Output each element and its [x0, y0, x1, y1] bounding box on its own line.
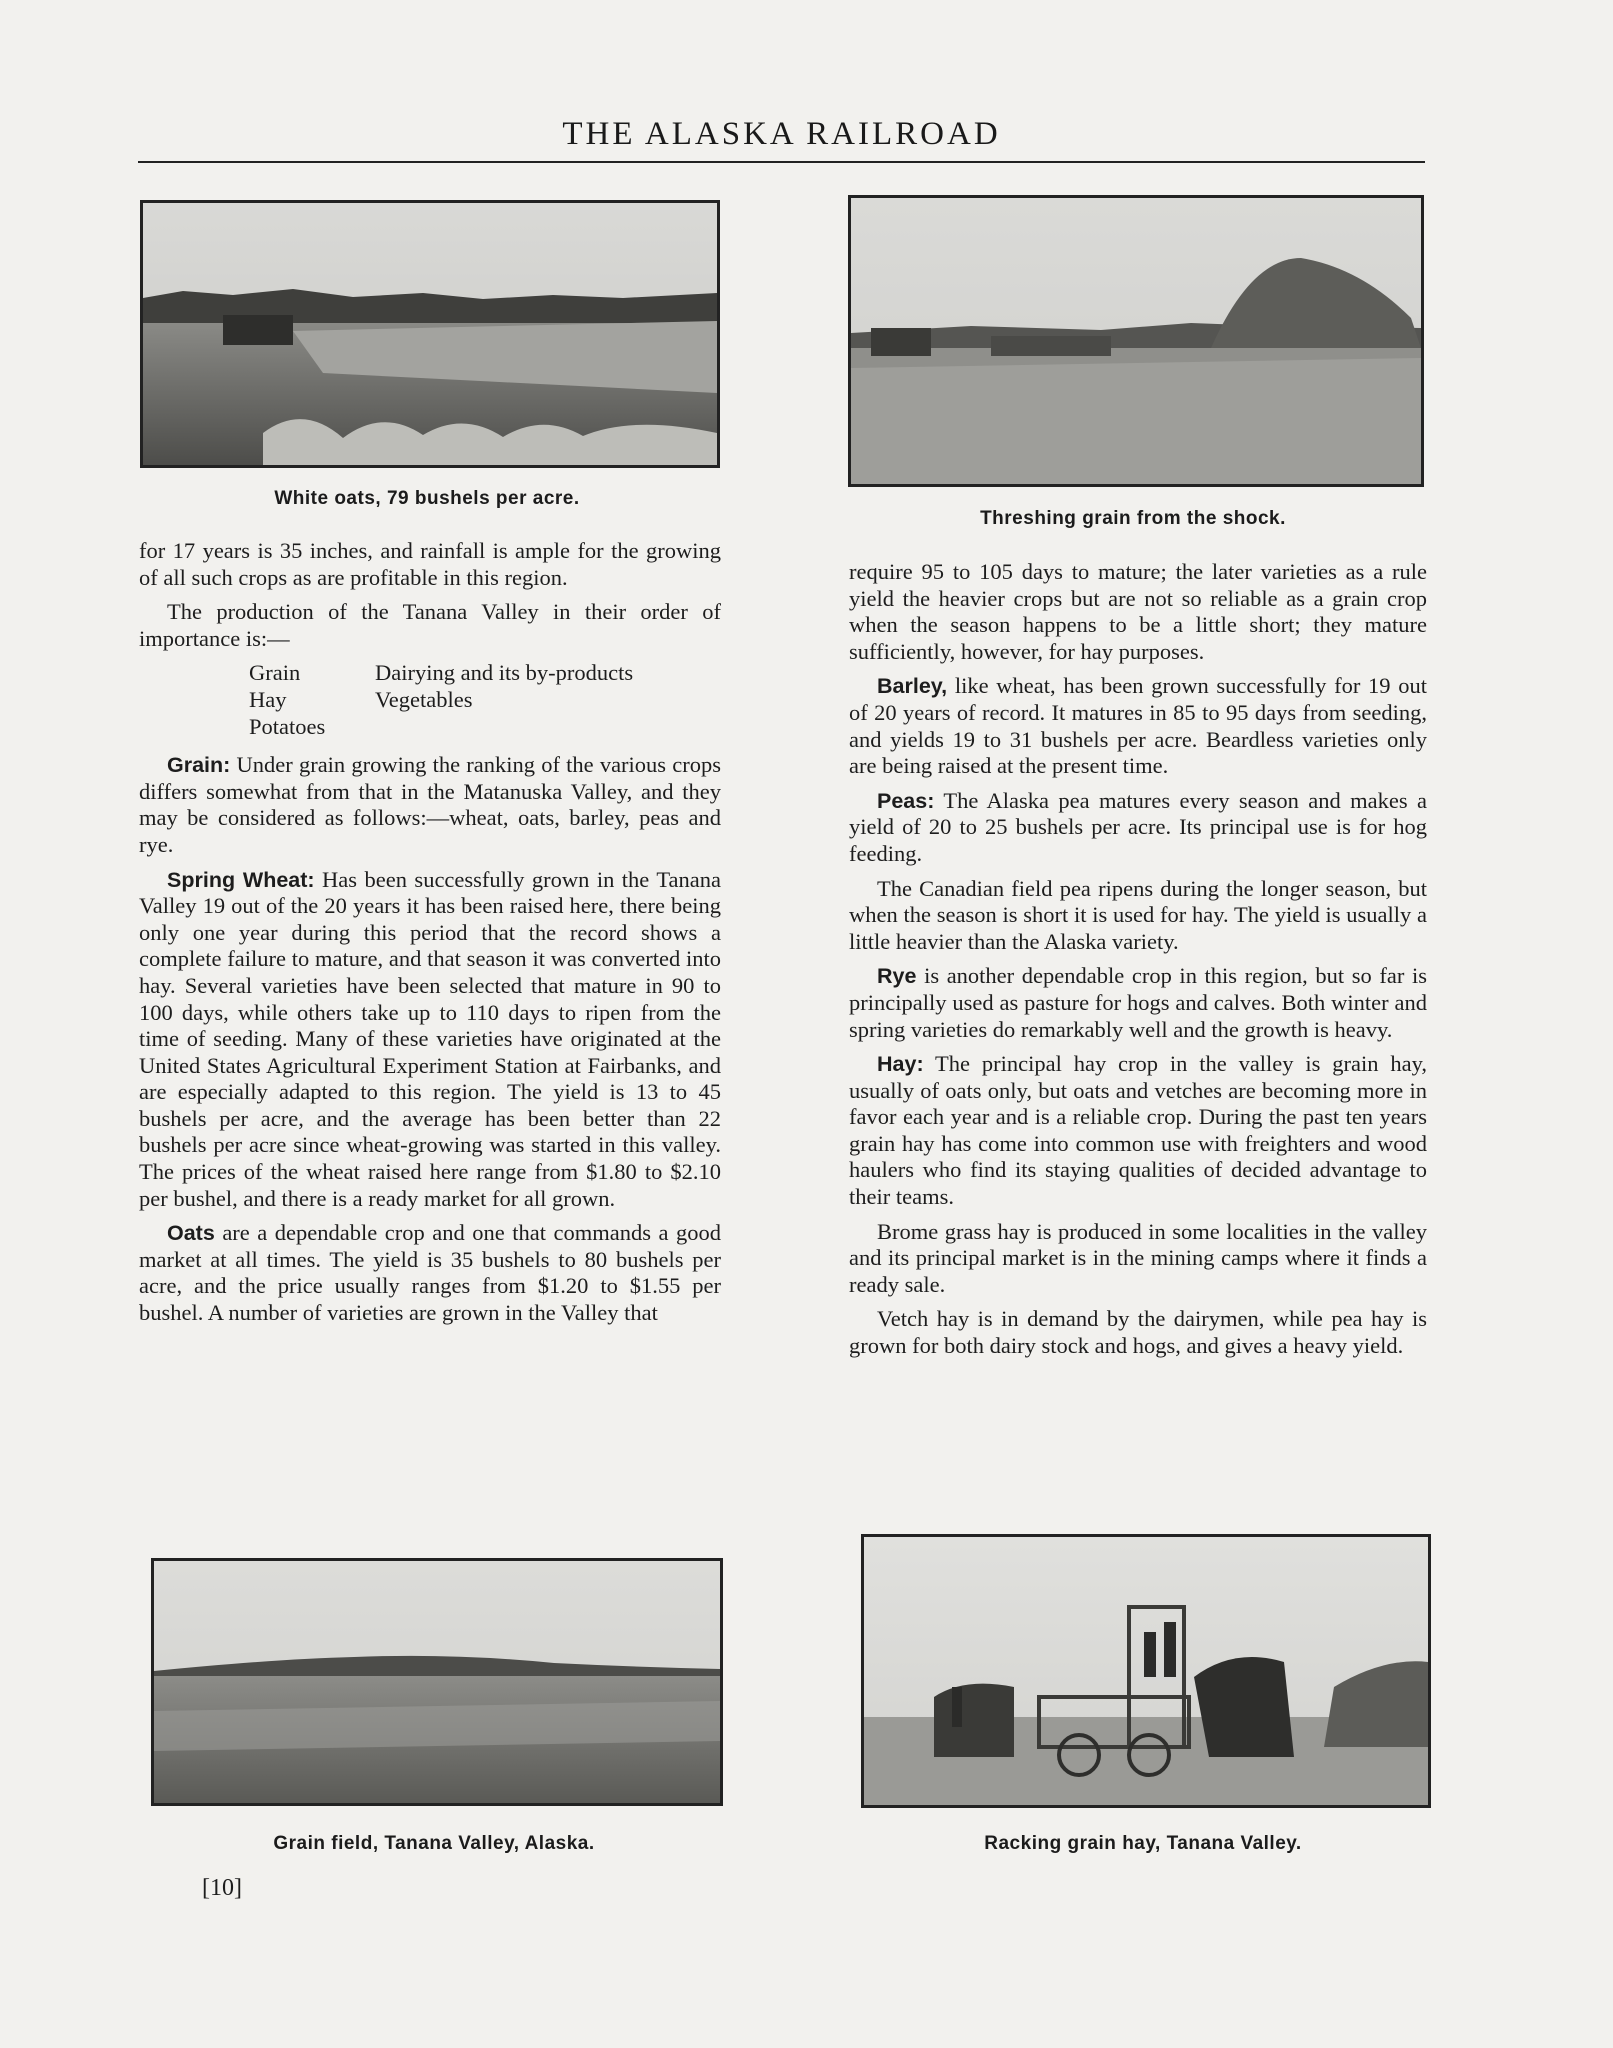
caption-racking-hay: Racking grain hay, Tanana Valley.: [984, 1833, 1302, 1854]
hay-paragraph: [849, 1051, 1427, 1211]
photo-threshing: [848, 195, 1424, 487]
grain-heading: Grain:: [167, 753, 231, 778]
page-number: [10]: [202, 1875, 242, 1901]
peas-paragraph: [849, 788, 1427, 868]
left-column: [139, 538, 721, 1335]
vetch-paragraph: Vetch hay is in demand by the dairymen, while pea hay is grown for both dairy stock and hogs, and gives a heavy yield.: [849, 1306, 1427, 1359]
spring-wheat-paragraph: [139, 867, 721, 1213]
right-paragraph-1: require 95 to 105 days to mature; the later varieties as a rule yield the heavier crops but are not so reliable as a grain crop when the season happens to be a little short; they mature sufficiently, however, for hay purposes.: [849, 559, 1427, 664]
crop-order-list: [249, 660, 721, 740]
barley-paragraph: [849, 673, 1427, 779]
caption-threshing: Threshing grain from the shock.: [980, 508, 1286, 529]
crop-item: Grain: [249, 660, 301, 686]
barley-text: like wheat, has been grown successfully for 19 out of 20 years of record. It matures in 85 to 95 days from seeding, and yields 19 to 31 bushels per acre. Beardless varieties only are being raised at the present time.: [849, 673, 1427, 779]
right-column: [849, 559, 1427, 1368]
brome-paragraph: Brome grass hay is produced in some localities in the valley and its principal market is in the mining camps where it finds a ready sale.: [849, 1218, 1427, 1297]
peas-heading: Peas:: [877, 788, 935, 813]
grain-paragraph: [139, 752, 721, 858]
crop-item: Dairying and its by-products: [375, 660, 634, 686]
rye-heading: Rye: [877, 964, 917, 989]
photo-racking-hay: [861, 1534, 1431, 1808]
canadian-pea-paragraph: The Canadian field pea ripens during the longer season, but when the season is short it is used for hay. The yield is usually a little heavier than the Alaska variety.: [849, 875, 1427, 954]
rye-paragraph: [849, 963, 1427, 1043]
spring-wheat-text: Has been successfully grown in the Tanana Valley 19 out of the 20 years it has been raised here, there being only one year during this period that the record shows a complete failure to mature, and that season it was converted into hay. Several varieties have been selected that mature in 90 to 100 days, while others take up to 110 days to ripen from the time of seeding. Many of these varieties have originated at the United States Agricultural Experiment Station at Fairbanks, and are especially adapted to this region. The yield is 13 to 45 bushels per acre, and the average has been better than 22 bushels per acre since wheat-growing was started in this valley. The prices of the wheat raised here range from $1.80 to $2.10 per bushel, and there is a ready market for all grown.: [139, 866, 721, 1211]
caption-grain-field: Grain field, Tanana Valley, Alaska.: [273, 1833, 595, 1854]
crop-item: Potatoes: [249, 713, 326, 739]
spring-wheat-heading: Spring Wheat:: [167, 867, 315, 892]
hay-text: The principal hay crop in the valley is grain hay, usually of oats only, but oats and vetches are becoming more in favor each year and is a reliable crop. During the past ten years grain hay has come into common use with freighters and wood haulers who find its staying qualities of decided advantage to their teams.: [849, 1051, 1427, 1210]
oats-text: are a dependable crop and one that commands a good market at all times. The yield is 35 bushels to 80 bushels per acre, and the price usually ranges from $1.20 to $1.55 per bushel. A number of varieties are grown in the Valley that: [139, 1220, 721, 1326]
rye-text: is another dependable crop in this region, but so far is principally used as pasture for hogs and calves. Both winter and spring varieties do remarkably well and the growth is heavy.: [849, 963, 1427, 1042]
caption-white-oats: White oats, 79 bushels per acre.: [274, 488, 580, 509]
crop-item: Vegetables: [375, 686, 473, 712]
hay-heading: Hay:: [877, 1052, 924, 1077]
running-head: THE ALASKA RAILROAD: [562, 116, 1001, 152]
crop-item: Hay: [249, 686, 287, 712]
photo-grain-field: [151, 1558, 723, 1806]
header-rule: [138, 161, 1425, 163]
left-paragraph-2: The production of the Tanana Valley in their order of importance is:—: [139, 599, 721, 651]
left-paragraph-1: for 17 years is 35 inches, and rainfall is ample for the growing of all such crops as are profitable in this region.: [139, 538, 721, 590]
peas-text: The Alaska pea matures every season and makes a yield of 20 to 25 bushels per acre. Its principal use is for hog feeding.: [849, 787, 1427, 866]
photo-white-oats: [140, 200, 720, 468]
oats-paragraph: [139, 1220, 721, 1326]
oats-heading: Oats: [167, 1221, 215, 1246]
barley-heading: Barley,: [877, 674, 948, 699]
grain-text: Under grain growing the ranking of the various crops differs somewhat from that in the Matanuska Valley, and they may be considered as follows:—wheat, oats, barley, peas and rye.: [139, 752, 721, 857]
